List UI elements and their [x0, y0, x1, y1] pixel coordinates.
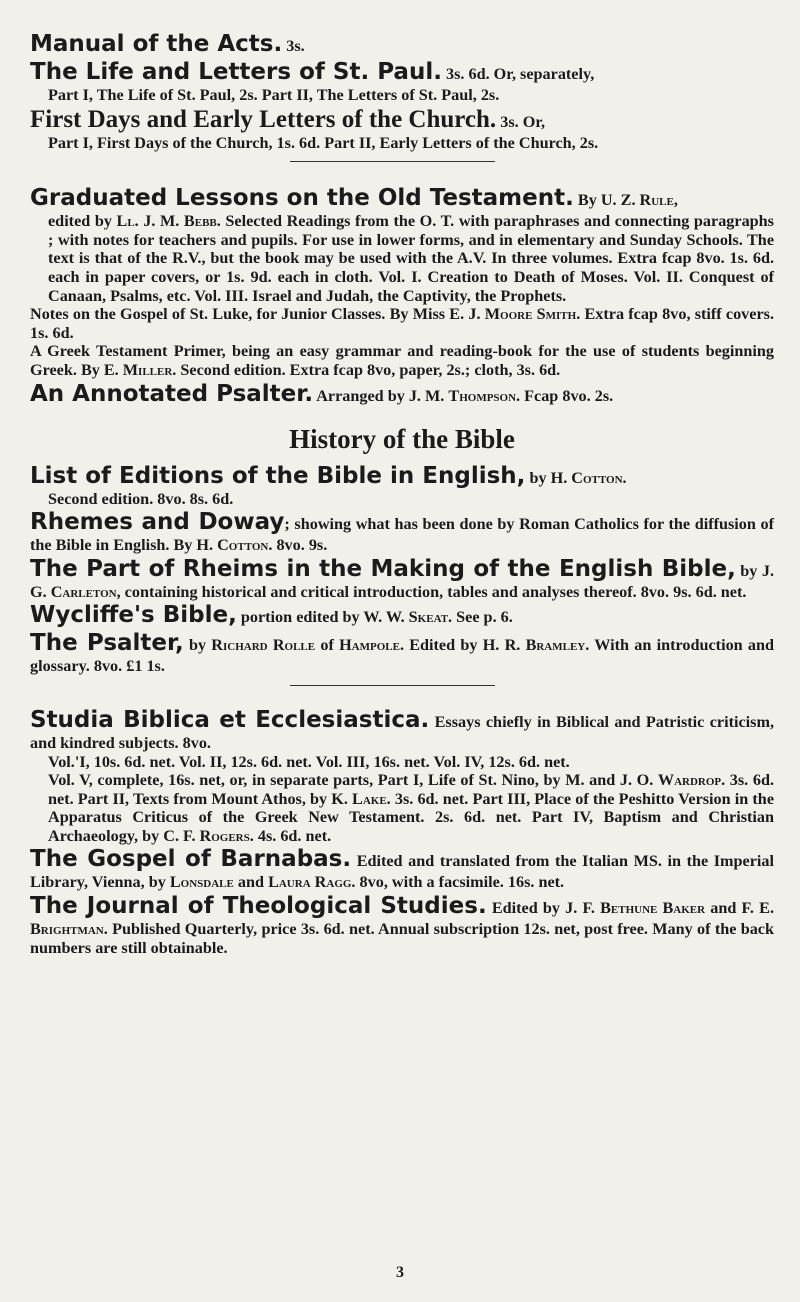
entry-detail: Vol.'I, 10s. 6d. net. Vol. II, 12s. 6d. net. Vol. III, 16s. net. Vol. IV, 12s. 6d. net.: [48, 752, 570, 771]
entry-notes-on-luke: Notes on the Gospel of St. Luke, for Junior Classes. By Miss E. J. Moore Smith. Extra fcap 8vo, stiff covers. 1s. 6d.: [30, 305, 774, 342]
entry-graduated-lessons: Graduated Lessons on the Old Testament. By U. Z. Rule,: [30, 185, 678, 212]
entry-title: First Days and Early Letters of the Church.: [30, 105, 497, 133]
entry-the-psalter: The Psalter, by Richard Rolle of Hampole. Edited by H. R. Bramley. With an introduction and glossary. 8vo. £1 1s.: [30, 630, 774, 676]
editor-name: Bramley.: [525, 636, 590, 655]
entry-list-of-editions: List of Editions of the Bible in English, by H. Cotton.: [30, 462, 627, 489]
author-name: Thompson.: [448, 386, 521, 405]
entry-wycliffes-bible: Wycliffe's Bible, portion edited by W. W. Skeat. See p. 6.: [30, 602, 513, 629]
entry-journal-theological-studies: The Journal of Theological Studies. Edited by J. F. Bethune Baker and F. E. Brightman. Published Quarterly, price 3s. 6d. net. Annual subscription 12s. net, post free. Many of the back numbers are still obtainable.: [30, 893, 774, 957]
entry-detail: Part I, The Life of St. Paul, 2s. Part II, The Letters of St. Paul, 2s.: [48, 86, 500, 104]
entry-title: Wycliffe's Bible,: [30, 602, 237, 629]
editor-name: Ll. J. M. Bebb.: [116, 212, 221, 231]
entry-gospel-of-barnabas: The Gospel of Barnabas. Edited and translated from the Italian MS. in the Imperial Library, Vienna, by Lonsdale and Laura Ragg. 8vo, with a facsimile. 16s. net.: [30, 846, 774, 892]
entry-studia-biblica: Studia Biblica et Ecclesiastica. Essays chiefly in Biblical and Patristic criticism, and kindred subjects. 8vo.: [30, 706, 774, 752]
entry-title: Graduated Lessons on the Old Testament.: [30, 185, 574, 212]
entry-rhemes-and-doway: Rhemes and Doway; showing what has been done by Roman Catholics for the diffusion of the Bible in English. By H. Cotton. 8vo. 9s.: [30, 509, 774, 555]
author-name: Wardrop.: [657, 771, 726, 790]
entry-annotated-psalter: An Annotated Psalter. Arranged by J. M. Thompson. Fcap 8vo. 2s.: [30, 380, 614, 407]
entry-first-days: First Days and Early Letters of the Church. 3s. Or,: [30, 105, 546, 133]
entry-detail: edited by Ll. J. M. Bebb. Selected Readings from the O. T. with paraphrases and connecting paragraphs ; with notes for teachers and pupils. For use in lower forms, and in elementary and Sunday Schools. The text is that of the R.V., but the book may be used with the A.V. In three volumes. Extra fcap 8vo. 1s. 6d. each in paper covers, or 1s. 9d. each in cloth. Vol. I. Creation to Death of Moses. Vol. II. Conquest of Canaan, Psalms, etc. Vol. III. Israel and Judah, the Captivity, the Prophets.: [48, 212, 774, 305]
entry-title: List of Editions of the Bible in English,: [30, 462, 526, 489]
author-name: Cotton.: [571, 468, 627, 487]
entry-detail: Part I, First Days of the Church, 1s. 6d. Part II, Early Letters of the Church, 2s.: [48, 133, 599, 152]
author-name: Cotton.: [217, 536, 273, 555]
section-heading-history: History of the Bible: [289, 423, 515, 454]
entry-title: The Journal of Theological Studies.: [30, 893, 487, 920]
entry-part-of-rheims: The Part of Rheims in the Making of the English Bible, by J. G. Carleton, containing historical and critical introduction, tables and analyses thereof. 8vo. 9s. 6d. net.: [30, 555, 774, 601]
entry-detail: Vol. V, complete, 16s. net, or, in separate parts, Part I, Life of St. Nino, by M. and J. O. Wardrop. 3s. 6d. net. Part II, Texts from Mount Athos, by K. Lake. 3s. 6d. net. Part III, Place of the Peshitto Version in the Apparatus Criticus of the Greek New Testament. 2s. 6d. net. Part IV, Baptism and Christian Archaeology, by C. F. Rogers. 4s. 6d. net.: [48, 771, 774, 845]
editor-name: Brightman.: [30, 920, 108, 939]
entry-title: The Life and Letters of St. Paul.: [30, 59, 442, 85]
entry-title: An Annotated Psalter.: [30, 380, 314, 407]
place-name: Hampole.: [339, 636, 404, 655]
entry-title: The Gospel of Barnabas.: [30, 846, 352, 873]
entry-greek-primer: A Greek Testament Primer, being an easy grammar and reading-book for the use of students beginning Greek. By E. Miller. Second edition. Extra fcap 8vo, paper, 2s.; cloth, 3s. 6d.: [30, 342, 774, 379]
entry-title: The Part of Rheims in the Making of the English Bible,: [30, 555, 736, 582]
author-name: Lonsdale: [169, 873, 234, 892]
entry-title: Studia Biblica et Ecclesiastica.: [30, 706, 430, 733]
author-name: Rogers.: [199, 826, 254, 845]
entry-life-and-letters: The Life and Letters of St. Paul. 3s. 6d. Or, separately,: [30, 59, 595, 85]
author-name: U. Z. Rule,: [600, 191, 678, 210]
author-name: Richard Rolle: [211, 636, 316, 655]
entry-title: The Psalter,: [30, 630, 184, 657]
entry-title: Manual of the Acts.: [30, 31, 283, 57]
page-column: [30, 30, 774, 957]
author-name: Miller.: [122, 360, 177, 379]
entry-detail: Second edition. 8vo. 8s. 6d.: [48, 489, 234, 508]
page-number: 3: [396, 1264, 404, 1281]
editor-name: Bethune Baker: [600, 899, 706, 918]
author-name: Carleton,: [50, 582, 121, 601]
entry-title: Rhemes and Doway: [30, 509, 285, 536]
author-name: Laura Ragg.: [268, 873, 356, 892]
entry-manual-of-the-acts: Manual of the Acts. 3s.: [30, 31, 305, 57]
author-name: Lake.: [352, 789, 391, 808]
author-name: Moore Smith.: [484, 305, 581, 324]
author-name: Skeat.: [408, 608, 453, 627]
